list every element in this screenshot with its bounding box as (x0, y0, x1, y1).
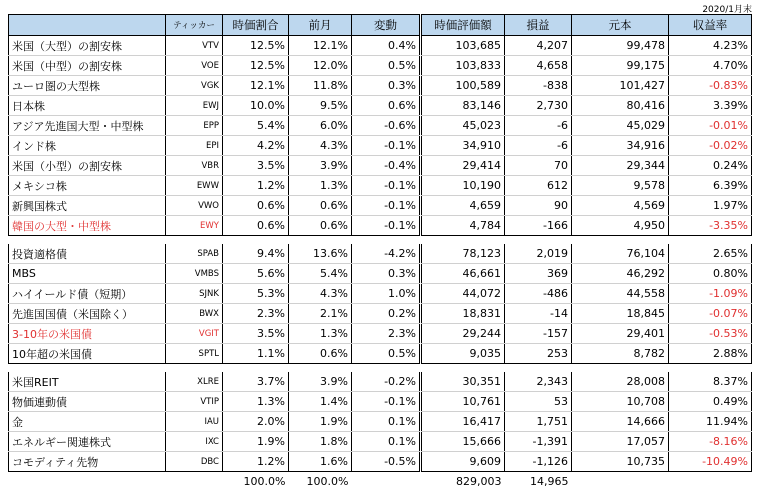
table-row (9, 392, 420, 412)
weight-value: 4.2% (223, 136, 289, 156)
table-row (422, 96, 752, 116)
return-rate: -0.01% (669, 116, 752, 136)
fund-name: 米国REIT (9, 372, 166, 392)
profit-loss: 70 (505, 156, 572, 176)
return-rate: 6.39% (669, 176, 752, 196)
table-row (422, 216, 752, 236)
return-rate: -10.49% (669, 452, 752, 472)
profit-loss: -1,391 (505, 432, 572, 452)
fund-name: 米国（小型）の割安株 (9, 156, 166, 176)
weight-value: 3.5% (223, 324, 289, 344)
return-rate: 4.23% (669, 36, 752, 56)
fund-name: 金 (9, 412, 166, 432)
principal: 4,950 (572, 216, 669, 236)
table-row (422, 264, 752, 284)
market-value: 46,661 (422, 264, 505, 284)
profit-loss: -1,126 (505, 452, 572, 472)
weight-value: 9.4% (223, 244, 289, 264)
fund-name: インド株 (9, 136, 166, 156)
prev-month-value: 1.4% (289, 392, 352, 412)
profit-loss: -838 (505, 76, 572, 96)
change-value: -0.4% (352, 156, 420, 176)
profit-loss: -166 (505, 216, 572, 236)
market-value: 45,023 (422, 116, 505, 136)
return-rate: 11.94% (669, 412, 752, 432)
principal: 101,427 (572, 76, 669, 96)
fund-name: ハイイールド債（短期） (9, 284, 166, 304)
table-row (422, 76, 752, 96)
weight-value: 12.1% (223, 76, 289, 96)
table-row (9, 216, 420, 236)
table-row (9, 264, 420, 284)
weight-value: 2.0% (223, 412, 289, 432)
profit-loss: 253 (505, 344, 572, 364)
fund-name: コモディティ先物 (9, 452, 166, 472)
table-row (9, 244, 420, 264)
prev-month-value: 1.8% (289, 432, 352, 452)
header-weight: 時価割合 (223, 15, 289, 36)
return-rate: -0.53% (669, 324, 752, 344)
valuation-table-body (422, 36, 752, 490)
total-market-value: 829,003 (422, 472, 505, 490)
totals-spacer (572, 472, 669, 490)
ticker: VMBS (166, 264, 223, 284)
profit-loss: -6 (505, 136, 572, 156)
table-row (422, 36, 752, 56)
ticker: EWY (166, 216, 223, 236)
ticker: SJNK (166, 284, 223, 304)
header-cost: 元本 (572, 15, 669, 36)
change-value: -0.1% (352, 176, 420, 196)
prev-month-value: 13.6% (289, 244, 352, 264)
principal: 10,708 (572, 392, 669, 412)
ticker: VOE (166, 56, 223, 76)
change-value: -0.1% (352, 216, 420, 236)
valuation-table (421, 14, 752, 490)
table-row (9, 304, 420, 324)
change-value: -0.6% (352, 116, 420, 136)
market-value: 10,761 (422, 392, 505, 412)
group-spacer (422, 364, 752, 373)
change-value: 0.4% (352, 36, 420, 56)
return-rate: 0.49% (669, 392, 752, 412)
market-value: 44,072 (422, 284, 505, 304)
ticker: IXC (166, 432, 223, 452)
profit-loss: 4,207 (505, 36, 572, 56)
market-value: 9,609 (422, 452, 505, 472)
prev-month-value: 9.5% (289, 96, 352, 116)
ticker: EWJ (166, 96, 223, 116)
header-ticker: ティッカー (166, 15, 223, 36)
table-row (9, 56, 420, 76)
ticker: EPI (166, 136, 223, 156)
prev-month-value: 2.1% (289, 304, 352, 324)
table-row (422, 196, 752, 216)
ticker: VTIP (166, 392, 223, 412)
principal: 46,292 (572, 264, 669, 284)
market-value: 10,190 (422, 176, 505, 196)
ticker: EPP (166, 116, 223, 136)
table-row (9, 196, 420, 216)
change-value: 0.6% (352, 96, 420, 116)
table-row (9, 432, 420, 452)
profit-loss: -486 (505, 284, 572, 304)
market-value: 18,831 (422, 304, 505, 324)
ticker: VBR (166, 156, 223, 176)
fund-name: 3-10年の米国債 (9, 324, 166, 344)
profit-loss: 2,019 (505, 244, 572, 264)
fund-name: 投資適格債 (9, 244, 166, 264)
market-value: 78,123 (422, 244, 505, 264)
principal: 29,401 (572, 324, 669, 344)
table-row (9, 452, 420, 472)
table-row (422, 176, 752, 196)
prev-month-value: 11.8% (289, 76, 352, 96)
ticker: EWW (166, 176, 223, 196)
table-row (422, 136, 752, 156)
profit-loss: 2,343 (505, 372, 572, 392)
change-value: 0.5% (352, 344, 420, 364)
return-rate: -3.35% (669, 216, 752, 236)
profit-loss: -6 (505, 116, 572, 136)
change-value: -0.2% (352, 372, 420, 392)
table-row (9, 344, 420, 364)
ticker: VGK (166, 76, 223, 96)
weight-value: 0.6% (223, 196, 289, 216)
principal: 17,057 (572, 432, 669, 452)
total-weight: 100.0% (223, 472, 289, 490)
header-value: 時価評価額 (422, 15, 505, 36)
prev-month-value: 4.3% (289, 136, 352, 156)
table-row (422, 324, 752, 344)
principal: 9,578 (572, 176, 669, 196)
table-row (422, 284, 752, 304)
totals-row (422, 472, 752, 490)
fund-name: メキシコ株 (9, 176, 166, 196)
return-rate: 2.88% (669, 344, 752, 364)
prev-month-value: 6.0% (289, 116, 352, 136)
return-rate: -1.09% (669, 284, 752, 304)
table-row (422, 392, 752, 412)
principal: 44,558 (572, 284, 669, 304)
weight-value: 0.6% (223, 216, 289, 236)
market-value: 103,833 (422, 56, 505, 76)
return-rate: 8.37% (669, 372, 752, 392)
profit-loss: -157 (505, 324, 572, 344)
table-row (422, 452, 752, 472)
prev-month-value: 5.4% (289, 264, 352, 284)
return-rate: 4.70% (669, 56, 752, 76)
market-value: 29,414 (422, 156, 505, 176)
change-value: -0.1% (352, 136, 420, 156)
principal: 80,416 (572, 96, 669, 116)
return-rate: 0.24% (669, 156, 752, 176)
change-value: 0.3% (352, 76, 420, 96)
return-rate: -0.83% (669, 76, 752, 96)
ticker: SPTL (166, 344, 223, 364)
ticker: DBC (166, 452, 223, 472)
weight-value: 5.3% (223, 284, 289, 304)
profit-loss: 53 (505, 392, 572, 412)
principal: 28,008 (572, 372, 669, 392)
prev-month-value: 0.6% (289, 344, 352, 364)
group-spacer (9, 236, 420, 245)
market-value: 34,910 (422, 136, 505, 156)
market-value: 83,146 (422, 96, 505, 116)
weight-value: 12.5% (223, 56, 289, 76)
change-value: 0.2% (352, 304, 420, 324)
market-value: 30,351 (422, 372, 505, 392)
return-rate: -8.16% (669, 432, 752, 452)
allocation-header-row (9, 15, 420, 36)
table-row (9, 36, 420, 56)
prev-month-value: 0.6% (289, 216, 352, 236)
ticker: IAU (166, 412, 223, 432)
prev-month-value: 1.9% (289, 412, 352, 432)
fund-name: MBS (9, 264, 166, 284)
change-value: 1.0% (352, 284, 420, 304)
header-change: 変動 (352, 15, 420, 36)
change-value: -4.2% (352, 244, 420, 264)
fund-name: 米国（中型）の割安株 (9, 56, 166, 76)
prev-month-value: 1.6% (289, 452, 352, 472)
market-value: 100,589 (422, 76, 505, 96)
prev-month-value: 0.6% (289, 196, 352, 216)
fund-name: 物価連動債 (9, 392, 166, 412)
profit-loss: 90 (505, 196, 572, 216)
change-value: 0.1% (352, 432, 420, 452)
totals-spacer (9, 472, 166, 490)
market-value: 103,685 (422, 36, 505, 56)
header-prev: 前月 (289, 15, 352, 36)
prev-month-value: 1.3% (289, 324, 352, 344)
weight-value: 1.3% (223, 392, 289, 412)
market-value: 4,784 (422, 216, 505, 236)
return-rate: 2.65% (669, 244, 752, 264)
fund-name: 米国（大型）の割安株 (9, 36, 166, 56)
profit-loss: 4,658 (505, 56, 572, 76)
market-value: 29,244 (422, 324, 505, 344)
principal: 99,478 (572, 36, 669, 56)
profit-loss: 612 (505, 176, 572, 196)
header-name (9, 15, 166, 36)
total-prev: 100.0% (289, 472, 352, 490)
profit-loss: 1,751 (505, 412, 572, 432)
table-row (9, 372, 420, 392)
ticker: VTV (166, 36, 223, 56)
total-profit-loss: 14,965 (505, 472, 572, 490)
table-row (422, 344, 752, 364)
fund-name: エネルギー関連株式 (9, 432, 166, 452)
change-value: 0.5% (352, 56, 420, 76)
table-row (9, 412, 420, 432)
principal: 10,735 (572, 452, 669, 472)
market-value: 16,417 (422, 412, 505, 432)
principal: 34,916 (572, 136, 669, 156)
weight-value: 1.2% (223, 452, 289, 472)
prev-month-value: 3.9% (289, 372, 352, 392)
table-row (9, 284, 420, 304)
prev-month-value: 12.0% (289, 56, 352, 76)
fund-name: 先進国国債（米国除く） (9, 304, 166, 324)
return-rate: -0.07% (669, 304, 752, 324)
fund-name: 韓国の大型・中型株 (9, 216, 166, 236)
market-value: 9,035 (422, 344, 505, 364)
table-row (422, 432, 752, 452)
header-pl: 損益 (505, 15, 572, 36)
principal: 99,175 (572, 56, 669, 76)
group-spacer (422, 236, 752, 245)
fund-name: 新興国株式 (9, 196, 166, 216)
change-value: -0.1% (352, 392, 420, 412)
return-rate: 0.80% (669, 264, 752, 284)
principal: 45,029 (572, 116, 669, 136)
change-value: 0.3% (352, 264, 420, 284)
weight-value: 3.5% (223, 156, 289, 176)
table-row (422, 412, 752, 432)
group-spacer (9, 364, 420, 373)
table-row (422, 372, 752, 392)
ticker: SPAB (166, 244, 223, 264)
principal: 29,344 (572, 156, 669, 176)
table-row (9, 156, 420, 176)
principal: 4,569 (572, 196, 669, 216)
principal: 14,666 (572, 412, 669, 432)
table-row (9, 324, 420, 344)
table-row (9, 136, 420, 156)
return-rate: 3.39% (669, 96, 752, 116)
prev-month-value: 3.9% (289, 156, 352, 176)
table-row (422, 56, 752, 76)
totals-spacer (352, 472, 420, 490)
profit-loss: -14 (505, 304, 572, 324)
weight-value: 1.2% (223, 176, 289, 196)
valuation-header-row (422, 15, 752, 36)
ticker: VWO (166, 196, 223, 216)
table-row (9, 116, 420, 136)
as-of-date-note: 2020/1月末 (680, 2, 752, 15)
principal: 8,782 (572, 344, 669, 364)
weight-value: 5.4% (223, 116, 289, 136)
prev-month-value: 12.1% (289, 36, 352, 56)
profit-loss: 2,730 (505, 96, 572, 116)
fund-name: 日本株 (9, 96, 166, 116)
weight-value: 12.5% (223, 36, 289, 56)
profit-loss: 369 (505, 264, 572, 284)
return-rate: 1.97% (669, 196, 752, 216)
ticker: VGIT (166, 324, 223, 344)
weight-value: 1.1% (223, 344, 289, 364)
prev-month-value: 4.3% (289, 284, 352, 304)
weight-value: 2.3% (223, 304, 289, 324)
change-value: -0.5% (352, 452, 420, 472)
table-row (422, 116, 752, 136)
header-ret: 収益率 (669, 15, 752, 36)
ticker: XLRE (166, 372, 223, 392)
totals-spacer (669, 472, 752, 490)
change-value: -0.1% (352, 196, 420, 216)
table-row (422, 304, 752, 324)
market-value: 15,666 (422, 432, 505, 452)
change-value: 2.3% (352, 324, 420, 344)
totals-row (9, 472, 420, 490)
weight-value: 1.9% (223, 432, 289, 452)
return-rate: -0.02% (669, 136, 752, 156)
weight-value: 10.0% (223, 96, 289, 116)
prev-month-value: 1.3% (289, 176, 352, 196)
change-value: 0.1% (352, 412, 420, 432)
fund-name: 10年超の米国債 (9, 344, 166, 364)
table-row (422, 244, 752, 264)
ticker: BWX (166, 304, 223, 324)
totals-spacer (166, 472, 223, 490)
fund-name: ユーロ圏の大型株 (9, 76, 166, 96)
table-row (9, 176, 420, 196)
allocation-table (8, 14, 420, 490)
table-row (9, 96, 420, 116)
principal: 18,845 (572, 304, 669, 324)
allocation-table-body (9, 36, 420, 490)
table-row (422, 156, 752, 176)
fund-name: アジア先進国大型・中型株 (9, 116, 166, 136)
weight-value: 5.6% (223, 264, 289, 284)
table-row (9, 76, 420, 96)
market-value: 4,659 (422, 196, 505, 216)
weight-value: 3.7% (223, 372, 289, 392)
principal: 76,104 (572, 244, 669, 264)
